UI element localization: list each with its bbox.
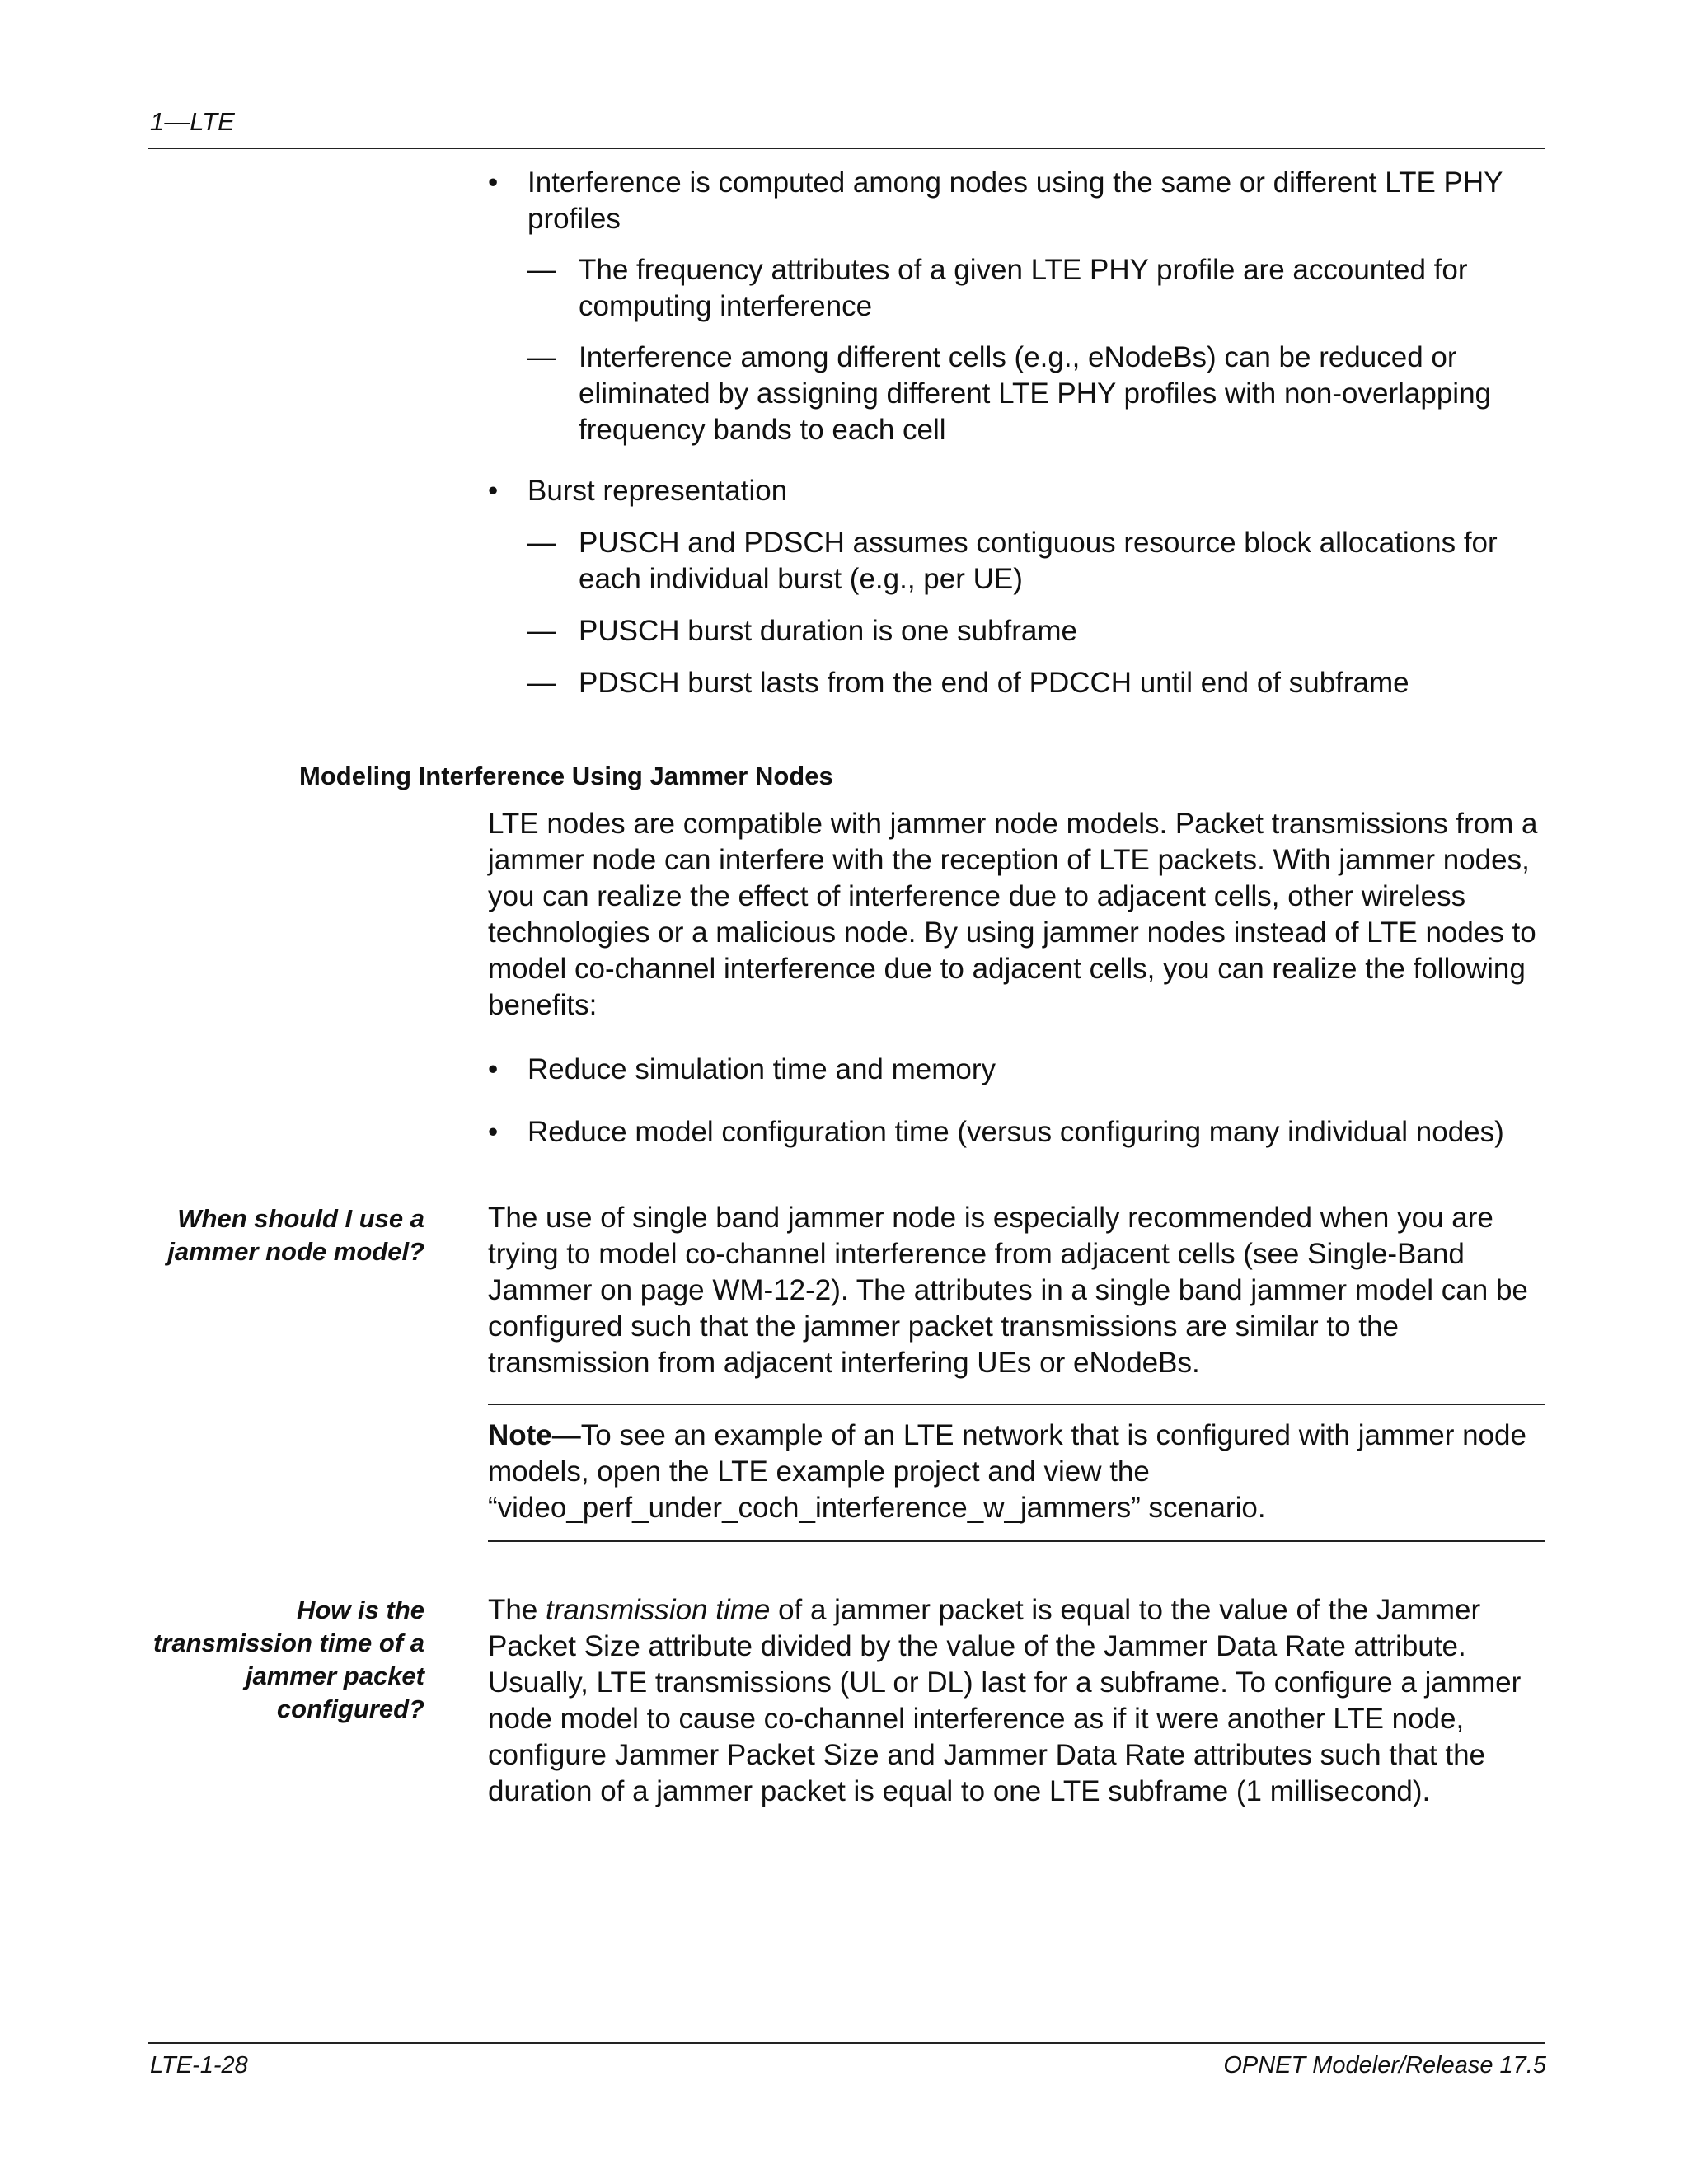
bullet-mark: • <box>488 475 499 507</box>
header-rule <box>148 148 1545 149</box>
answer-prefix: The <box>488 1594 546 1626</box>
footer-rule <box>148 2042 1545 2044</box>
bullet-mark: • <box>488 166 499 199</box>
dash-text: Interference among different cells (e.g., eNodeBs) can be reduced or eliminated by assigning different LTE PHY profiles with non-overlapping frequency bands to each cell <box>579 341 1492 446</box>
dash-mark: — <box>528 667 556 699</box>
dash-text: PUSCH burst duration is one subframe <box>579 615 1077 647</box>
running-header: 1—LTE <box>150 107 235 136</box>
product-release: OPNET Modeler/Release 17.5 <box>1223 2052 1546 2079</box>
bullet-mark: • <box>488 1116 499 1148</box>
section-intro-paragraph: LTE nodes are compatible with jammer node models. Packet transmissions from a jammer node can interfere with the reception of LTE packets. With jammer nodes, you can realize the effect of interference due to adjacent cells, other wireless technologies or a malicious node. By using jammer nodes instead of LTE nodes to model co-channel interference due to adjacent cells, you can realize the following benefits: <box>488 808 1538 1021</box>
margin-question: How is the transmission time of a jammer packet configured? <box>152 1596 424 1723</box>
bullet-mark: • <box>488 1053 499 1085</box>
dash-mark: — <box>528 341 556 373</box>
note-box <box>488 1418 1545 1526</box>
bullet-text: Burst representation <box>528 475 788 507</box>
dash-text: The frequency attributes of a given LTE PHY profile are accounted for computing interference <box>579 254 1468 322</box>
dash-mark: — <box>528 615 556 647</box>
section-heading: Modeling Interference Using Jammer Nodes <box>299 762 833 790</box>
benefit-text: Reduce model configuration time (versus configuring many individual nodes) <box>528 1116 1504 1148</box>
note-top-rule <box>488 1404 1545 1405</box>
note-label: Note— <box>488 1419 581 1451</box>
dash-text: PUSCH and PDSCH assumes contiguous resource block allocations for each individual burst (e.g., per UE) <box>579 527 1498 595</box>
page-number: LTE-1-28 <box>150 2052 248 2079</box>
note-text: To see an example of an LTE network that is configured with jammer node models, open the LTE example project and view the “video_perf_under_coch_interference_w_jammers” scenario. <box>488 1419 1526 1524</box>
bullet-text: Interference is computed among nodes using the same or different LTE PHY profiles <box>528 166 1503 235</box>
benefit-text: Reduce simulation time and memory <box>528 1053 996 1085</box>
note-bottom-rule <box>488 1540 1545 1542</box>
dash-mark: — <box>528 527 556 559</box>
answer-paragraph <box>488 1592 1551 1810</box>
margin-question: When should I use a jammer node model? <box>167 1204 424 1266</box>
answer-emphasis: transmission time <box>546 1594 771 1626</box>
answer-rest: of a jammer packet is equal to the value of the Jammer Packet Size attribute divided by the value of the Jammer Data Rate attribute. Usually, LTE transmissions (UL or DL) last for a subframe. To configure a jammer node model to cause co-channel interference as if it were another LTE node, configure Jammer Packet Size and Jammer Data Rate attributes such that the duration of a jammer packet is equal to one LTE subframe (1 millisecond). <box>488 1594 1522 1807</box>
dash-text: PDSCH burst lasts from the end of PDCCH until end of subframe <box>579 667 1409 699</box>
dash-mark: — <box>528 254 556 286</box>
answer-paragraph: The use of single band jammer node is especially recommended when you are trying to model co-channel interference from adjacent cells (see Single-Band Jammer on page WM-12-2). The attributes in a single band jammer model can be configured such that the jammer packet transmissions are similar to the transmission from adjacent interfering UEs or eNodeBs. <box>488 1202 1528 1379</box>
